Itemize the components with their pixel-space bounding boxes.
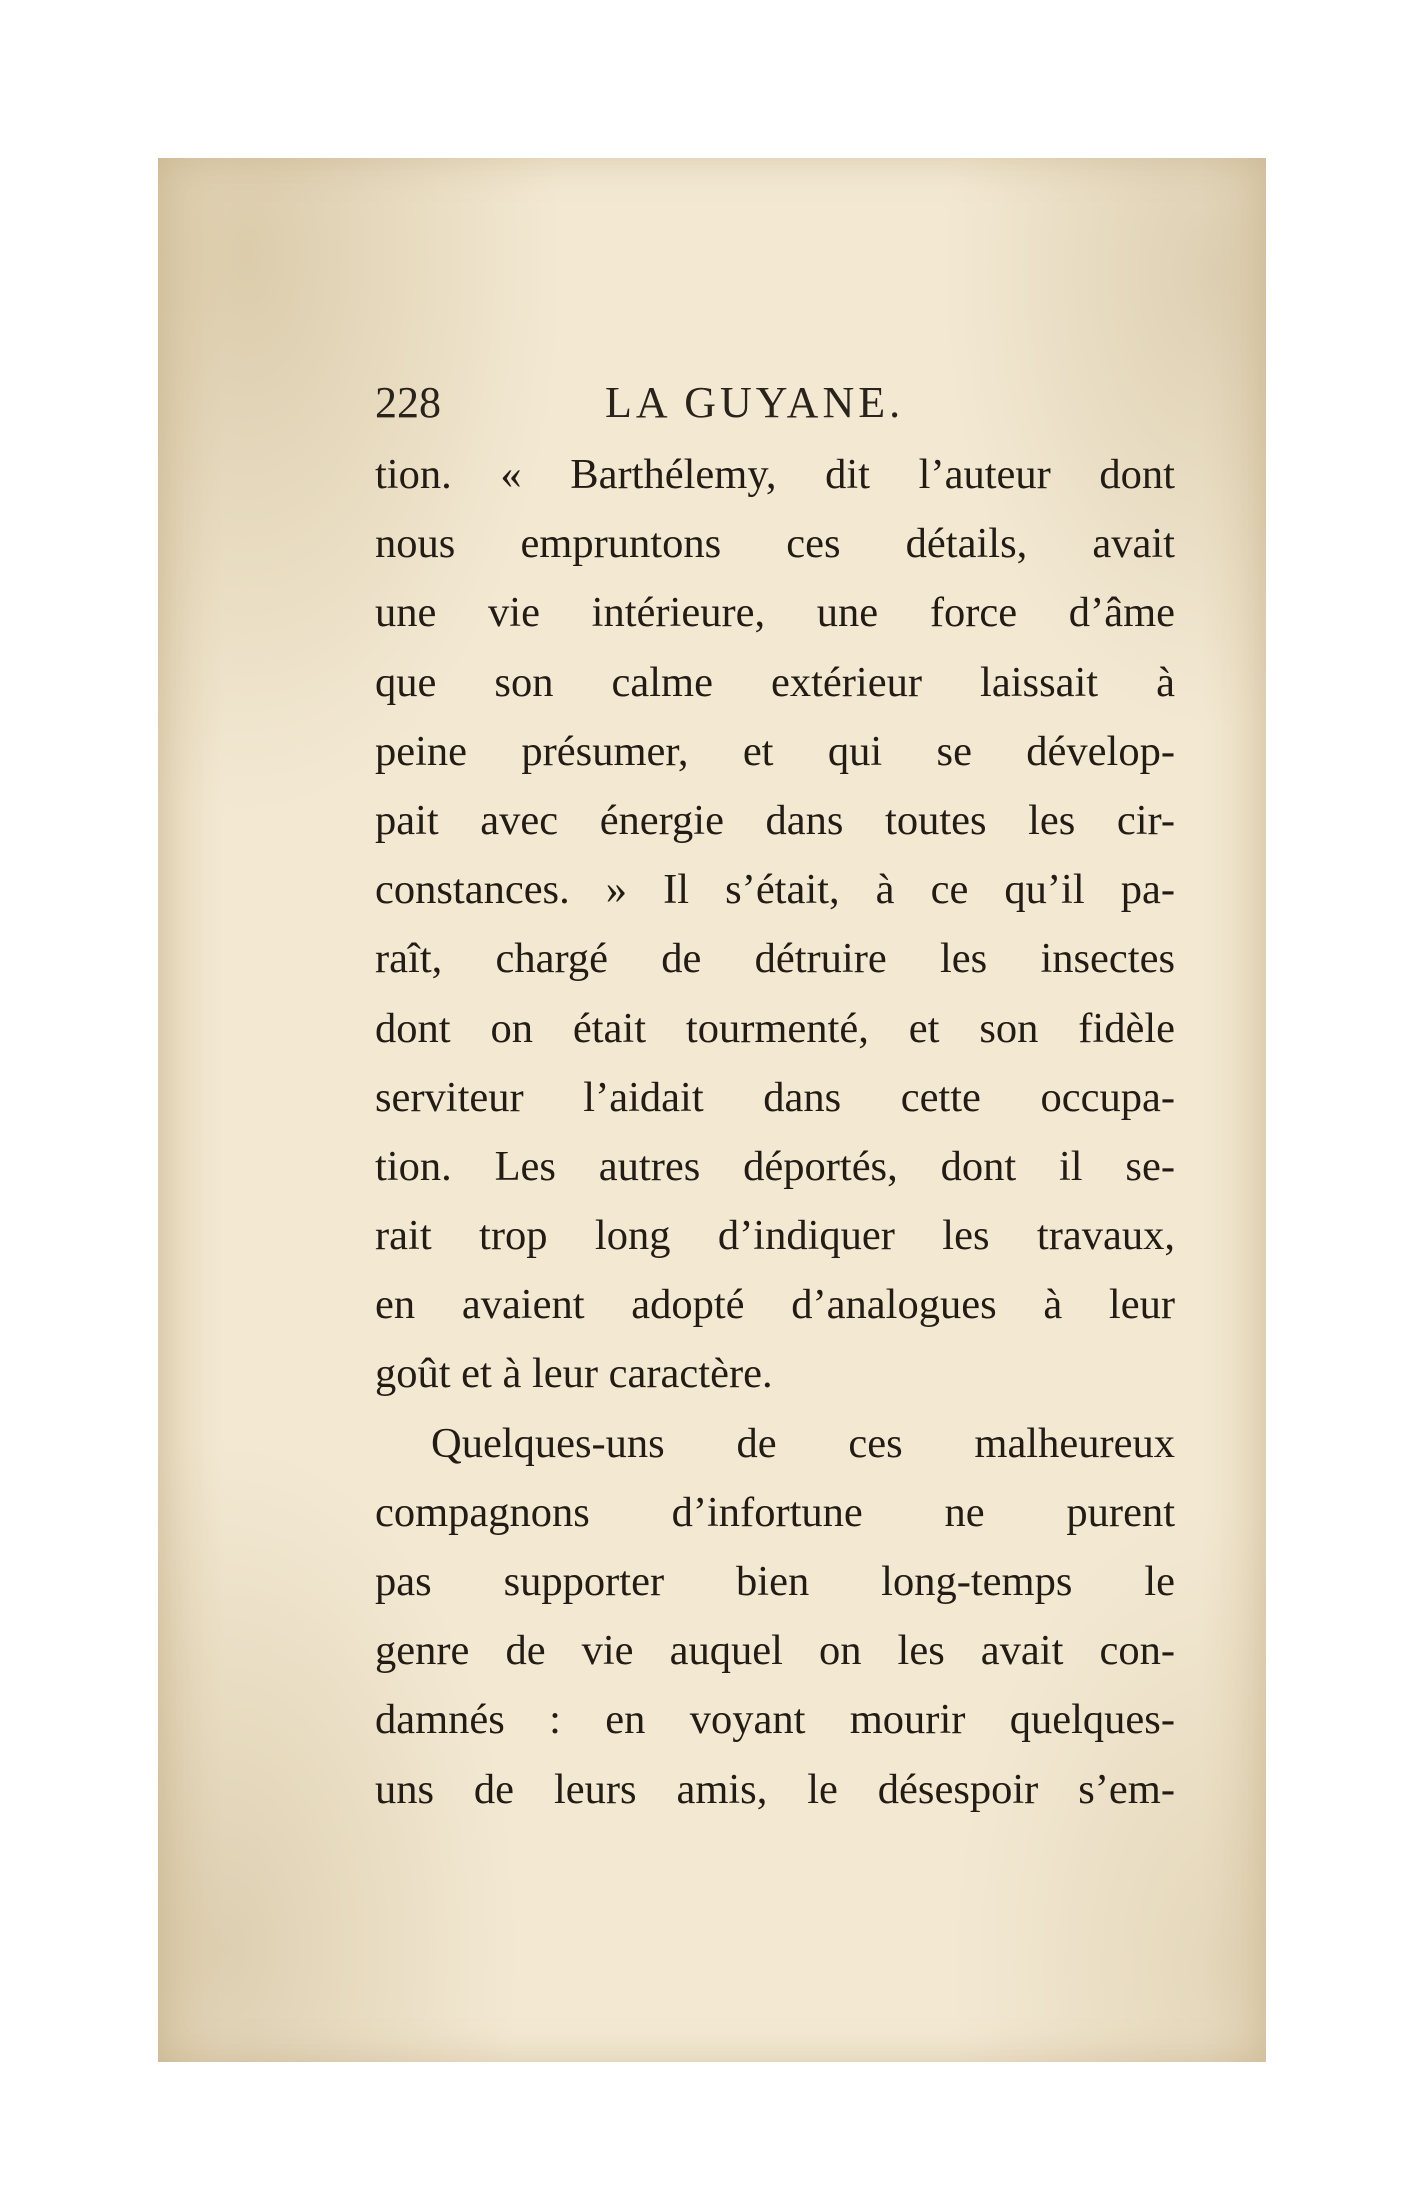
text-line-paragraph-end: goût et à leur caractère. [375,1350,773,1398]
text-line: genre de vie auquel on les avait con- [375,1627,1175,1675]
page-header [375,373,1055,433]
text-line: en avaient adopté d’analogues à leur [375,1281,1175,1329]
running-title: LA GUYANE. [605,378,905,427]
text-line: uns de leurs amis, le désespoir s’em- [375,1765,1175,1813]
text-line: nous empruntons ces détails, avait [375,520,1175,568]
text-line: raît, chargé de détruire les insectes [375,935,1175,983]
text-line: constances. » Il s’était, à ce qu’il pa- [375,866,1175,914]
text-line: serviteur l’aidait dans cette occupa- [375,1073,1175,1121]
text-line: pas supporter bien long-temps le [375,1558,1175,1605]
text-line: rait trop long d’indiquer les travaux, [375,1212,1175,1260]
text-line: dont on était tourmenté, et son fidèle [375,1004,1175,1052]
page-number: 228 [375,378,441,427]
text-line: que son calme extérieur laissait à [375,658,1175,706]
book-page [158,158,1266,2062]
text-line: compagnons d’infortune ne purent [375,1488,1175,1536]
text-line: tion. Les autres déportés, dont il se- [375,1142,1175,1190]
text-line-paragraph-start: Quelques-uns de ces malheureux [431,1419,1175,1467]
body-text [375,440,1175,1824]
text-line: une vie intérieure, une force d’âme [375,589,1175,637]
text-line: tion. « Barthélemy, dit l’auteur dont [375,451,1175,498]
text-line: peine présumer, et qui se dévelop- [375,727,1175,775]
text-line: pait avec énergie dans toutes les cir- [375,796,1175,844]
text-line: damnés : en voyant mourir quelques- [375,1696,1175,1744]
